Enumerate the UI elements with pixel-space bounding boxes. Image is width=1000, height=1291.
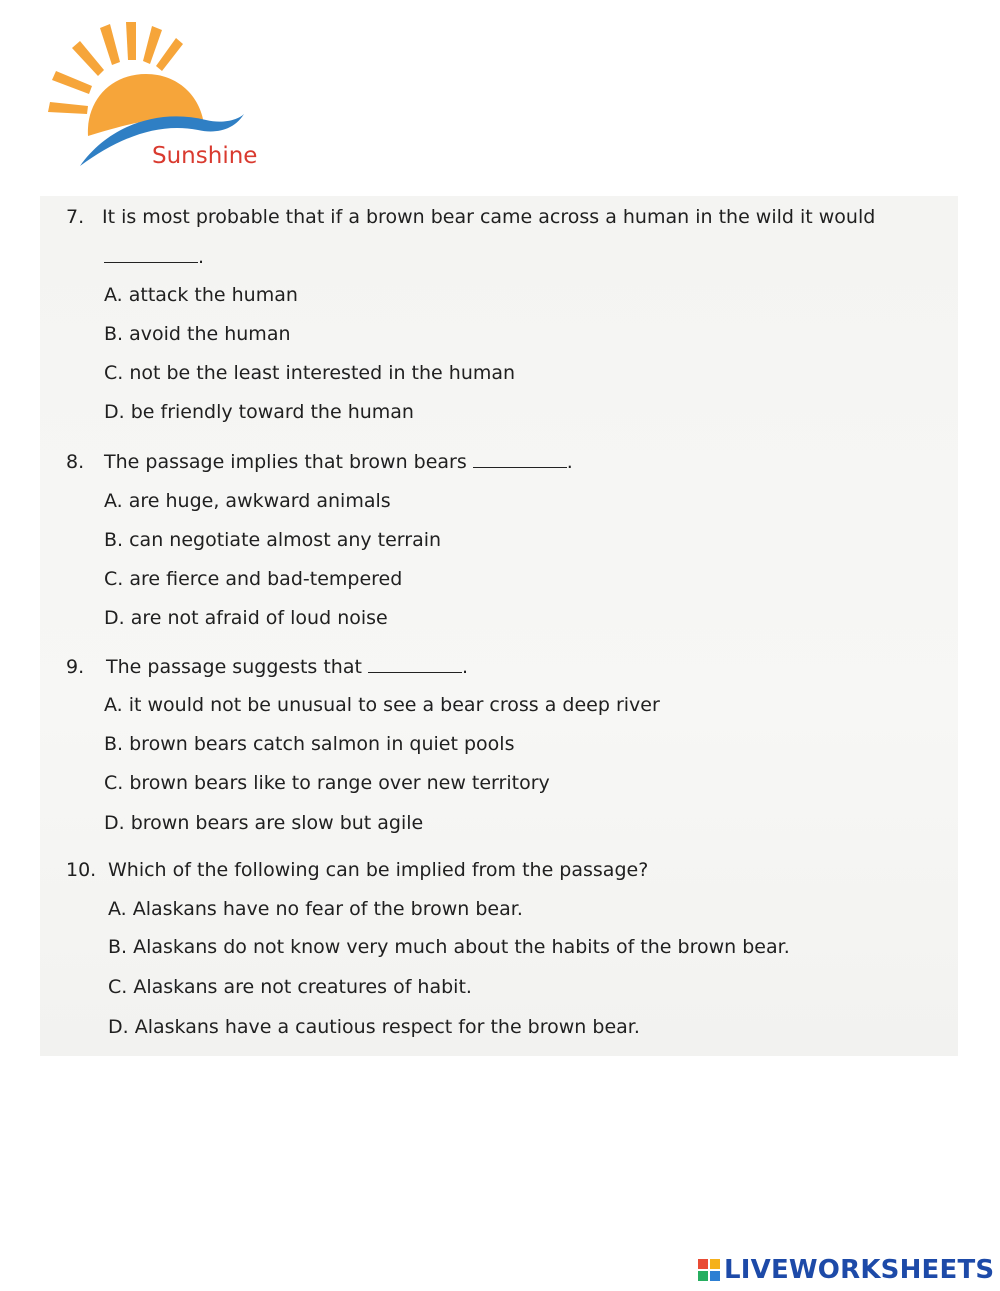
option-7c: C. not be the least interested in the human bbox=[104, 362, 516, 384]
brand-name: LIVEWORKSHEETS bbox=[724, 1255, 995, 1285]
answer-blank bbox=[368, 671, 462, 673]
option-9d: D. brown bears are slow but agile bbox=[104, 812, 424, 834]
logo-text: Sunshine bbox=[152, 143, 258, 169]
question-9-stem: 9. The passage suggests that . bbox=[66, 656, 468, 678]
option-9b: B. brown bears catch salmon in quiet pools bbox=[104, 733, 515, 755]
option-8b: B. can negotiate almost any terrain bbox=[104, 529, 442, 551]
option-9c: C. brown bears like to range over new territory bbox=[104, 772, 550, 794]
option-9a: A. it would not be unusual to see a bear cross a deep river bbox=[104, 694, 660, 716]
question-7-stem bbox=[66, 206, 875, 228]
option-10d: D. Alaskans have a cautious respect for the brown bear. bbox=[108, 1016, 640, 1038]
option-10b: B. Alaskans do not know very much about the habits of the brown bear. bbox=[108, 936, 790, 958]
liveworksheets-logo-icon bbox=[698, 1259, 720, 1281]
option-10c: C. Alaskans are not creatures of habit. bbox=[108, 976, 472, 998]
question-text: Which of the following can be implied from the passage? bbox=[108, 859, 649, 881]
liveworksheets-brand bbox=[698, 1255, 994, 1285]
option-7d: D. be friendly toward the human bbox=[104, 401, 414, 423]
question-number: 9. bbox=[66, 656, 85, 678]
question-text: The passage implies that brown bears bbox=[104, 451, 467, 473]
question-text: The passage suggests that bbox=[106, 656, 362, 678]
question-10-stem bbox=[66, 859, 648, 881]
question-number: 8. bbox=[66, 451, 85, 473]
question-text: It is most probable that if a brown bear came across a human in the wild it would bbox=[102, 206, 876, 228]
option-7a: A. attack the human bbox=[104, 284, 298, 306]
option-8d: D. are not afraid of loud noise bbox=[104, 607, 388, 629]
question-number: 10. bbox=[66, 859, 97, 881]
answer-blank bbox=[473, 466, 567, 468]
question-number: 7. bbox=[66, 206, 85, 228]
option-8c: C. are fierce and bad-tempered bbox=[104, 568, 403, 590]
question-7-answer-line: . bbox=[104, 246, 204, 268]
option-8a: A. are huge, awkward animals bbox=[104, 490, 391, 512]
question-8-stem: 8. The passage implies that brown bears . bbox=[66, 451, 573, 473]
option-10a: A. Alaskans have no fear of the brown bear. bbox=[108, 898, 523, 920]
answer-blank bbox=[104, 261, 198, 263]
option-7b: B. avoid the human bbox=[104, 323, 291, 345]
